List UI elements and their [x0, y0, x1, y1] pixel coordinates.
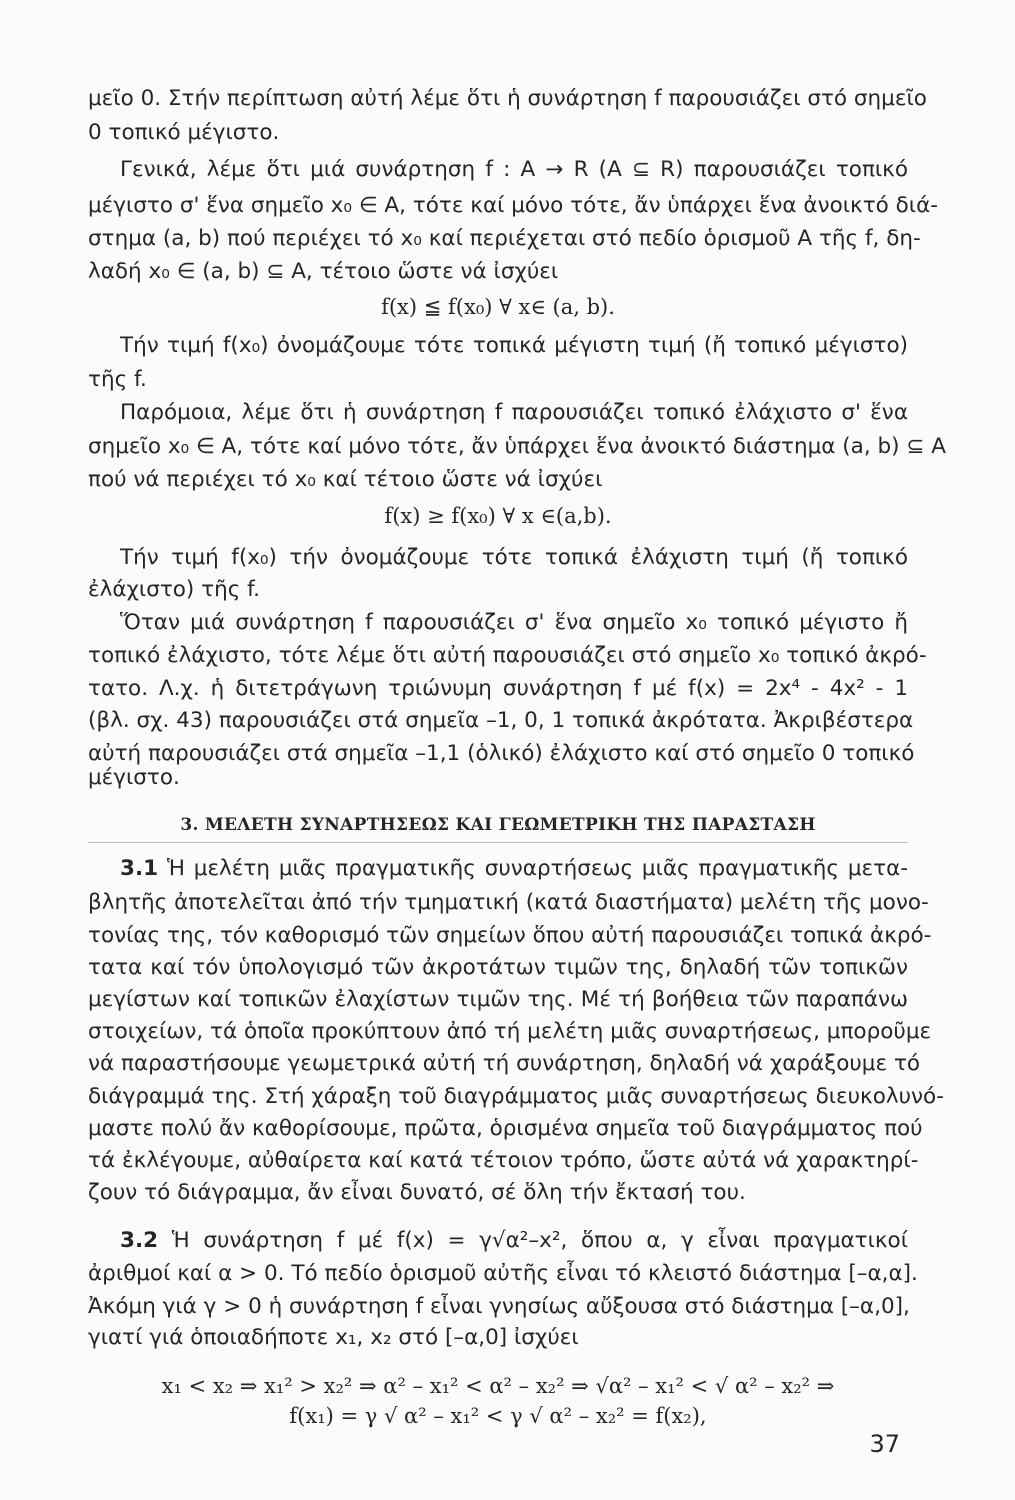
text-line: Παρόμοια, λέμε ὅτι ἡ συνάρτηση f παρουσιάζει τοπικό ἐλάχιστο σ' ἕνα — [120, 400, 908, 425]
page-number: 37 — [869, 1430, 900, 1458]
text-span: Ἡ μελέτη μιᾶς πραγματικῆς συναρτήσεως μιᾶς πραγματικῆς μετα- — [166, 856, 909, 881]
text-line: μέγιστο σ' ἕνα σημεῖο x₀ ∈ A, τότε καί μόνο τότε, ἄν ὑπάρχει ἕνα ἀνοικτό διά- — [88, 193, 938, 218]
formula-line: f(x) ≦ f(x₀) ∀ x∈ (a, b). — [381, 295, 615, 319]
text-line: ζουν τό διάγραμμα, ἄν εἶναι δυνατό, σέ ὅλη τήν ἔκτασή του. — [88, 1180, 746, 1205]
text-line: μαστε πολύ ἄν καθορίσουμε, πρῶτα, ὁρισμένα σημεῖα τοῦ διαγράμματος πού — [88, 1116, 923, 1141]
text-span: Ἡ συνάρτηση f μέ f(x) = γ√α²–x², ὅπου α, γ εἶναι πραγματικοί — [171, 1228, 908, 1253]
text-line: Γενικά, λέμε ὅτι μιά συνάρτηση f : A → R (A ⊆ R) παρουσιάζει τοπικό — [120, 157, 908, 182]
text-line: τά ἐκλέγουμε, αὐθαίρετα καί κατά τέτοιον τρόπο, ὥστε αὐτά νά χαρακτηρί- — [88, 1148, 919, 1173]
section-number: 3.2 — [120, 1228, 159, 1253]
text-line: γιατί γιά ὁποιαδήποτε x₁, x₂ στό [–α,0] ἰσχύει — [88, 1325, 579, 1350]
formula-line: f(x) ≥ f(x₀) ∀ x ∈(a,b). — [384, 504, 612, 528]
text-line: Ἀκόμη γιά γ > 0 ἡ συνάρτηση f εἶναι γνησίως αὔξουσα στό διάστημα [–α,0], — [88, 1294, 910, 1319]
text-line: σημεῖο x₀ ∈ A, τότε καί μόνο τότε, ἄν ὑπάρχει ἕνα ἀνοικτό διάστημα (a, b) ⊆ A — [88, 434, 946, 459]
text-line: νά παραστήσουμε γεωμετρικά αὐτή τή συνάρτηση, δηλαδή νά χαράξουμε τό — [88, 1051, 921, 1076]
section-heading: 3. ΜΕΛΕΤΗ ΣΥΝΑΡΤΗΣΕΩΣ ΚΑΙ ΓΕΩΜΕΤΡΙΚΗ ΤΗΣ ΠΑΡΑΣΤΑΣΗ — [180, 815, 816, 835]
text-line: μεῖο 0. Στήν περίπτωση αὐτή λέμε ὅτι ἡ συνάρτηση f παρουσιάζει στό σημεῖο — [88, 86, 927, 111]
text-line: διάγραμμά της. Στή χάραξη τοῦ διαγράμματος μιᾶς συναρτήσεως διευκολυνό- — [88, 1084, 944, 1109]
formula-line: f(x₁) = γ √ α² – x₁² < γ √ α² – x₂² = f(x₂), — [289, 1404, 707, 1428]
text-line: Τήν τιμή f(x₀) τήν ὀνομάζουμε τότε τοπικά ἐλάχιστη τιμή (ἤ τοπικό — [120, 545, 908, 570]
text-line: 0 τοπικό μέγιστο. — [88, 120, 280, 145]
text-line: τοπικό ἐλάχιστο, τότε λέμε ὅτι αὐτή παρουσιάζει στό σημεῖο x₀ τοπικό ἀκρό- — [88, 643, 927, 668]
text-line: ἀριθμοί καί α > 0. Τό πεδίο ὁρισμοῦ αὐτῆς εἶναι τό κλειστό διάστημα [–α,α]. — [88, 1261, 918, 1286]
text-line — [120, 1228, 908, 1254]
formula-line: x₁ < x₂ ⇒ x₁² > x₂² ⇒ α² – x₁² < α² – x₂² ⇒ √α² – x₁² < √ α² – x₂² ⇒ — [161, 1374, 835, 1398]
text-line: ἐλάχιστο) τῆς f. — [88, 577, 261, 602]
text-line: τῆς f. — [88, 367, 147, 392]
text-line — [120, 856, 908, 882]
text-line: τατο. Λ.χ. ἡ διτετράγωνη τριώνυμη συνάρτηση f μέ f(x) = 2x⁴ - 4x² - 1 — [88, 676, 908, 701]
text-line: στοιχείων, τά ὁποῖα προκύπτουν ἀπό τή μελέτη μιᾶς συναρτήσεως, μποροῦμε — [88, 1019, 932, 1044]
text-line: πού νά περιέχει τό x₀ καί τέτοιο ὥστε νά ἰσχύει — [88, 467, 603, 492]
text-line: αὐτή παρουσιάζει στά σημεῖα –1,1 (ὁλικό) ἐλάχιστο καί στό σημεῖο 0 τοπικό — [88, 741, 915, 766]
text-line: μέγιστο. — [88, 765, 180, 790]
text-line: Ὅταν μιά συνάρτηση f παρουσιάζει σ' ἕνα σημεῖο x₀ τοπικό μέγιστο ἤ — [120, 610, 908, 635]
section-number: 3.1 — [120, 856, 159, 881]
text-line: στημα (a, b) πού περιέχει τό x₀ καί περιέχεται στό πεδίο ὁρισμοῦ A τῆς f, δη- — [88, 226, 921, 251]
text-line: βλητῆς ἀποτελεῖται ἀπό τήν τμηματική (κατά διαστήματα) μελέτη τῆς μονο- — [88, 890, 929, 915]
text-line: τατα καί τόν ὑπολογισμό τῶν ἀκροτάτων τιμῶν της, δηλαδή τῶν τοπικῶν — [88, 955, 908, 980]
text-line: (βλ. σχ. 43) παρουσιάζει στά σημεῖα –1, 0, 1 τοπικά ἀκρότατα. Ἀκριβέστερα — [88, 708, 914, 733]
text-line: Τήν τιμή f(x₀) ὀνομάζουμε τότε τοπικά μέγιστη τιμή (ἤ τοπικό μέγιστο) — [120, 333, 908, 358]
text-line: μεγίστων καί τοπικῶν ἐλαχίστων τιμῶν της. Μέ τή βοήθεια τῶν παραπάνω — [88, 987, 908, 1012]
text-line: τονίας της, τόν καθορισμό τῶν σημείων ὅπου αὐτή παρουσιάζει τοπικά ἀκρό- — [88, 923, 932, 948]
heading-rule — [88, 842, 908, 843]
text-line: λαδή x₀ ∈ (a, b) ⊆ A, τέτοιο ὥστε νά ἰσχύει — [88, 259, 559, 284]
